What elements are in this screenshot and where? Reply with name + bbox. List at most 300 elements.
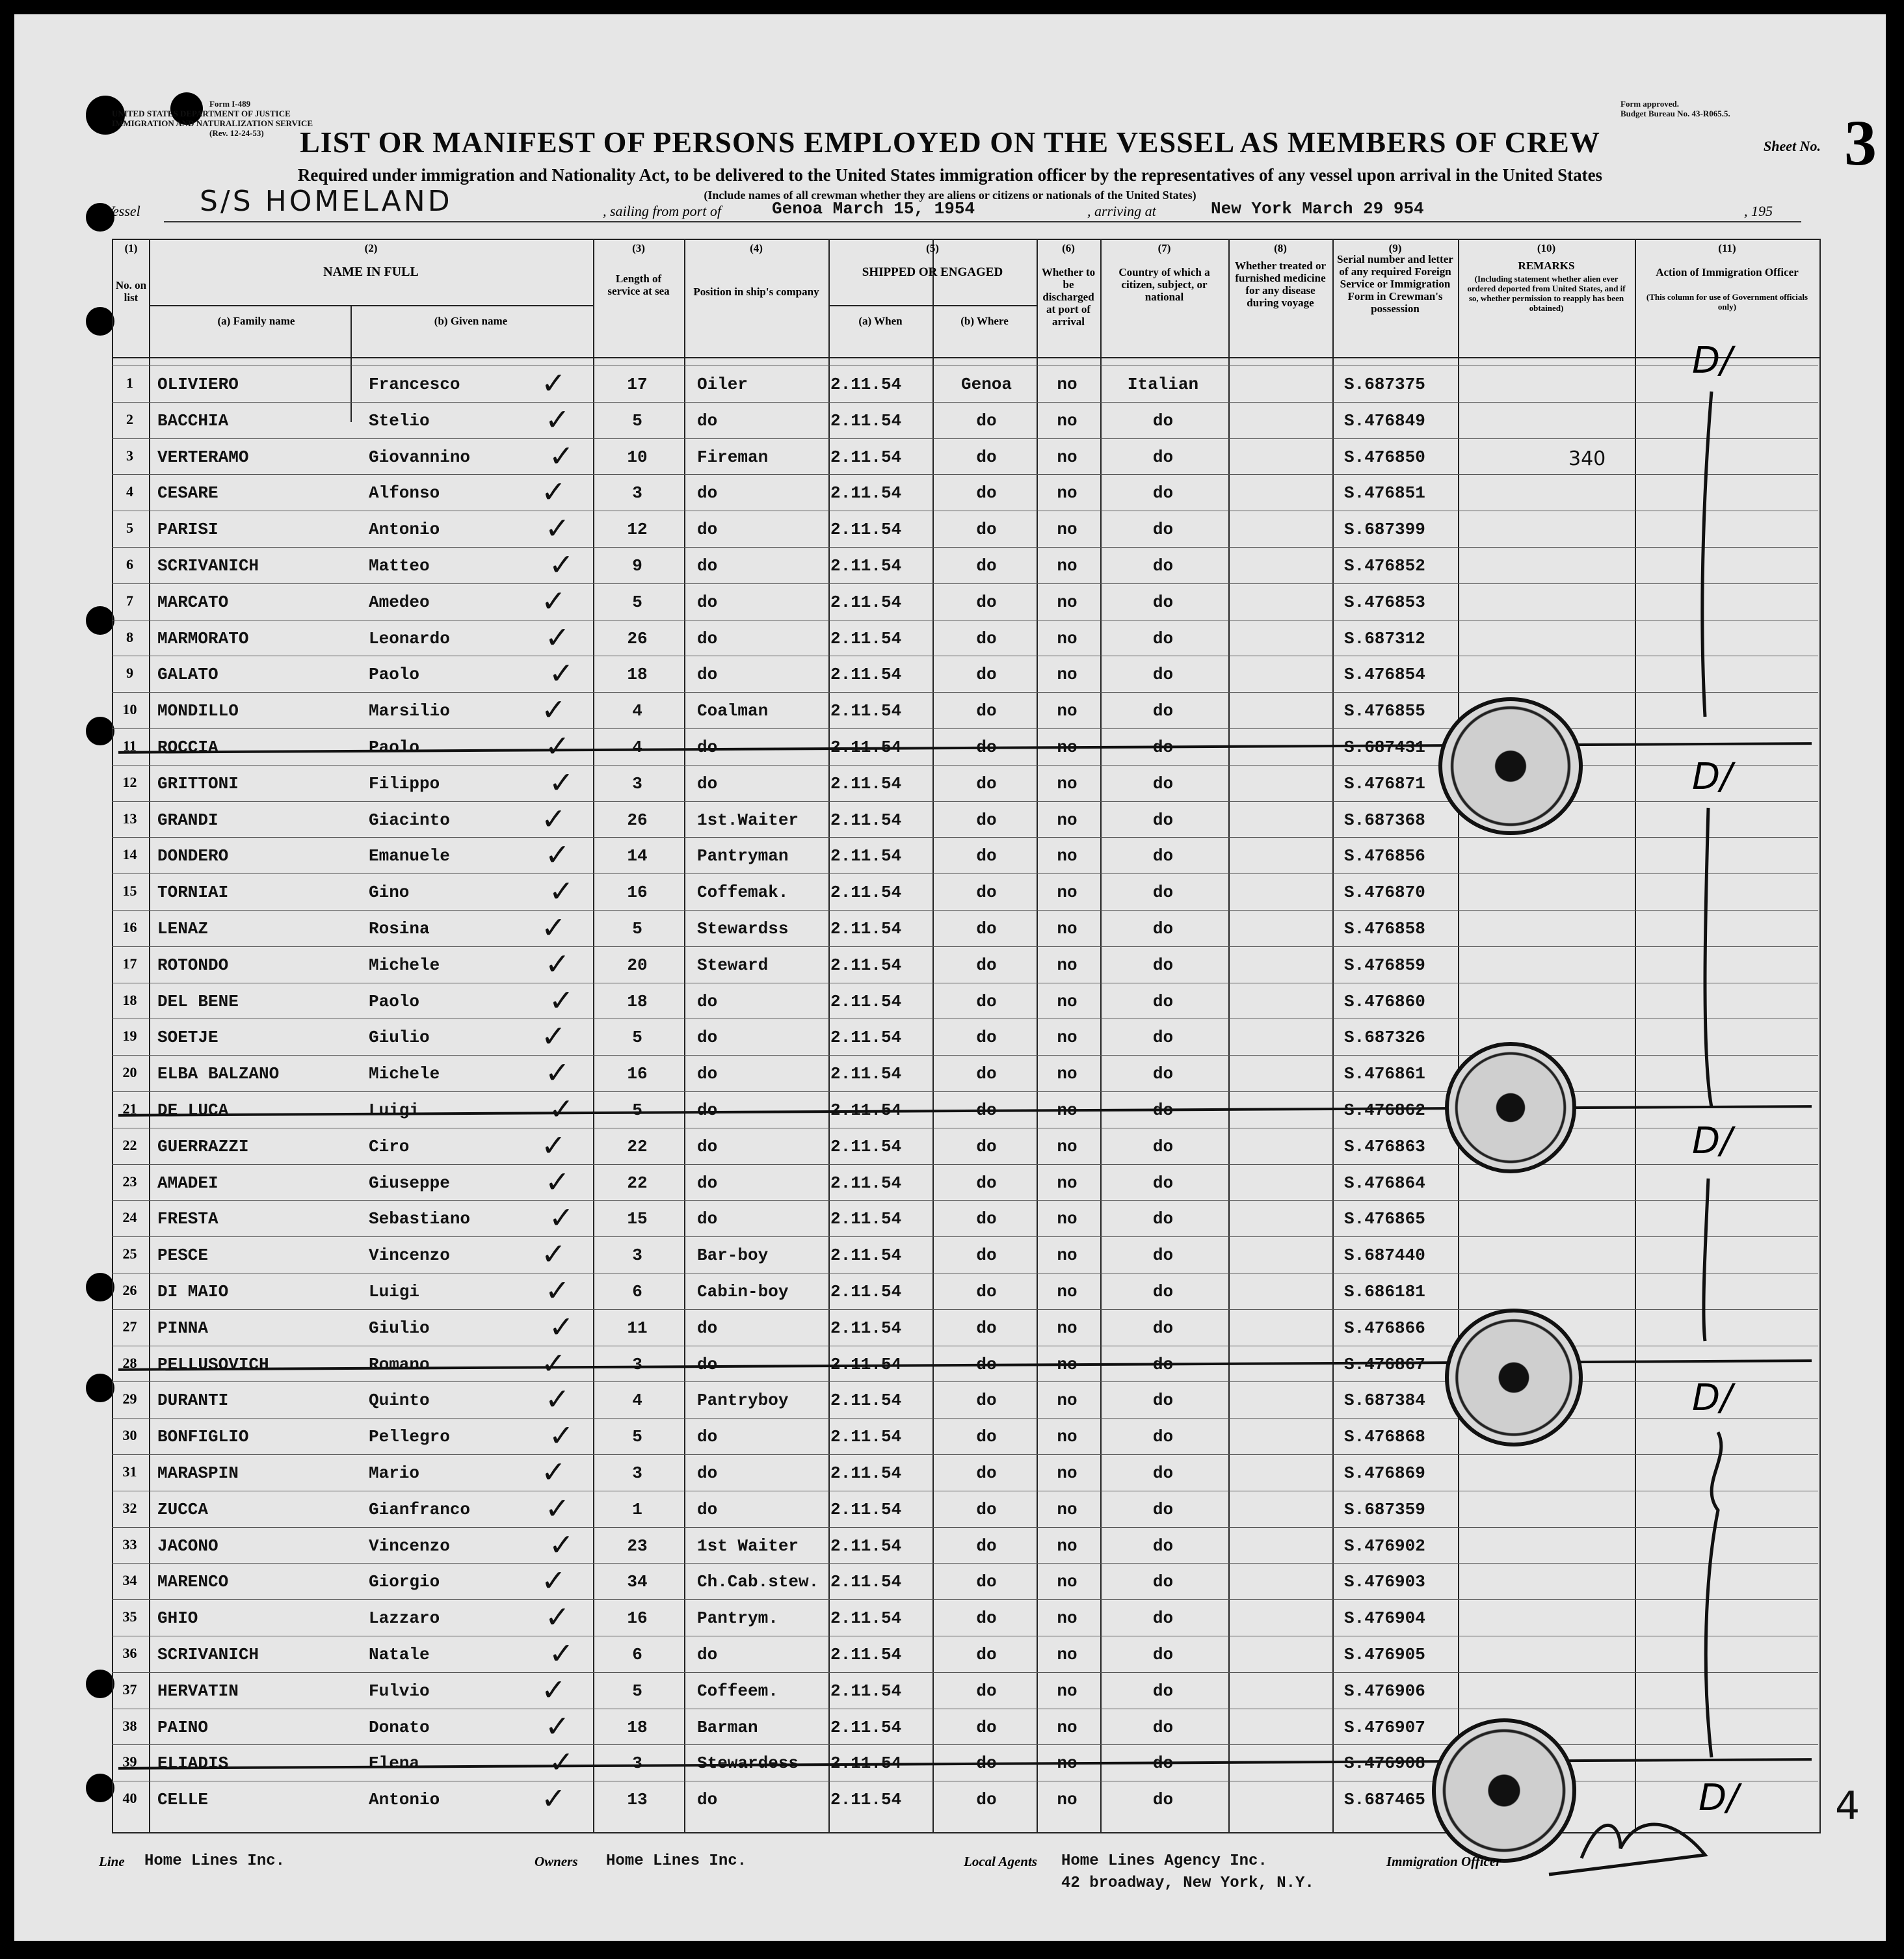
colnum-8: (8) bbox=[1274, 242, 1287, 254]
cell-position: do bbox=[697, 1499, 718, 1519]
cell-given: Gino bbox=[369, 883, 410, 903]
colnum-3: (3) bbox=[632, 242, 645, 254]
colnum-11: (11) bbox=[1718, 242, 1736, 254]
cell-serial: S.687384 bbox=[1344, 1391, 1425, 1411]
cell-family: GRANDI bbox=[157, 810, 218, 830]
head-serial: Serial number and letter of any required Foreign Service or Immigration Form in Crewman's possession bbox=[1337, 253, 1453, 315]
cell-given: Vincenzo bbox=[369, 1536, 450, 1556]
head-family-name: (a) Family name bbox=[217, 315, 295, 327]
cell-when: 2.11.54 bbox=[830, 1717, 902, 1737]
cell-serial: S.476865 bbox=[1344, 1209, 1425, 1229]
cell-country: do bbox=[1152, 1427, 1174, 1447]
cell-no: 10 bbox=[122, 701, 137, 718]
cell-given: Pellegro bbox=[369, 1427, 450, 1447]
cell-disch: no bbox=[1057, 1717, 1078, 1737]
cell-country: do bbox=[1152, 955, 1174, 975]
cell-position: do bbox=[697, 1100, 718, 1120]
cell-length: 9 bbox=[632, 556, 642, 576]
cell-serial: S.686181 bbox=[1344, 1282, 1425, 1301]
cell-family: SCRIVANICH bbox=[157, 1645, 259, 1664]
footer-agents-address: 42 broadway, New York, N.Y. bbox=[1061, 1874, 1314, 1892]
cell-no: 38 bbox=[122, 1717, 137, 1734]
cell-country: Italian bbox=[1127, 375, 1199, 394]
check-mark-icon: ✓ bbox=[545, 1490, 570, 1526]
cell-where: do bbox=[976, 1572, 997, 1592]
cell-where: do bbox=[976, 1246, 997, 1266]
cell-no: 11 bbox=[123, 738, 137, 754]
cell-no: 28 bbox=[122, 1354, 137, 1371]
cell-family: ZUCCA bbox=[157, 1499, 209, 1519]
cell-no: 18 bbox=[122, 991, 137, 1008]
cell-no: 4 bbox=[126, 483, 133, 500]
check-mark-icon: ✓ bbox=[545, 1381, 570, 1417]
cell-position: do bbox=[697, 738, 718, 757]
cell-when: 2.11.54 bbox=[830, 1282, 902, 1301]
cell-disch: no bbox=[1057, 1790, 1078, 1810]
cell-family: PAINO bbox=[157, 1717, 209, 1737]
cell-where: do bbox=[976, 1536, 997, 1556]
cell-family: FRESTA bbox=[157, 1209, 218, 1229]
check-mark-icon: ✓ bbox=[549, 1526, 574, 1562]
cell-when: 2.11.54 bbox=[830, 1391, 902, 1411]
cell-when: 2.11.54 bbox=[830, 1028, 902, 1048]
cell-disch: no bbox=[1057, 410, 1078, 431]
cell-disch: no bbox=[1057, 738, 1078, 757]
cell-disch: no bbox=[1057, 1391, 1078, 1411]
check-mark-icon: ✓ bbox=[541, 801, 566, 836]
cell-disch: no bbox=[1057, 1136, 1078, 1156]
cell-length: 5 bbox=[632, 410, 642, 431]
cell-country: do bbox=[1152, 556, 1174, 576]
cell-no: 8 bbox=[126, 628, 133, 645]
cell-no: 7 bbox=[126, 592, 133, 609]
cell-given: Ciro bbox=[369, 1136, 410, 1156]
head-action-note: (This column for use of Government officials only) bbox=[1646, 292, 1808, 312]
check-mark-icon: ✓ bbox=[541, 583, 566, 619]
cell-position: do bbox=[697, 1136, 718, 1156]
check-mark-icon: ✓ bbox=[545, 1055, 570, 1091]
cell-disch: no bbox=[1057, 955, 1078, 975]
cell-disch: no bbox=[1057, 846, 1078, 866]
cell-serial: S.687399 bbox=[1344, 520, 1425, 540]
cell-position: do bbox=[697, 1463, 718, 1483]
cell-no: 17 bbox=[122, 955, 137, 972]
check-mark-icon: ✓ bbox=[541, 1454, 566, 1489]
cell-where: do bbox=[976, 1354, 997, 1374]
cell-family: CESARE bbox=[157, 483, 218, 503]
cell-when: 2.11.54 bbox=[830, 1209, 902, 1229]
cell-family: ELIADIS bbox=[157, 1753, 229, 1774]
cell-given: Romano bbox=[369, 1354, 430, 1374]
head-no-on-list: No. on list bbox=[115, 279, 147, 304]
cell-when: 2.11.54 bbox=[830, 1499, 902, 1519]
cell-serial: S.476869 bbox=[1344, 1463, 1425, 1483]
cell-family: LENAZ bbox=[157, 919, 209, 939]
cell-when: 2.11.54 bbox=[830, 1790, 902, 1810]
cell-given: Antonio bbox=[369, 1790, 440, 1810]
check-mark-icon: ✓ bbox=[545, 837, 570, 873]
cell-when: 2.11.54 bbox=[830, 1173, 902, 1193]
cell-disch: no bbox=[1057, 1100, 1078, 1120]
page-subtitle: Required under immigration and Nationality Act, to be delivered to the United States immigration officer by the representatives of any vessel upon arrival in the United States bbox=[297, 165, 1603, 185]
cell-no: 24 bbox=[122, 1209, 137, 1226]
cell-disch: no bbox=[1057, 1173, 1078, 1193]
cell-when: 2.11.54 bbox=[830, 883, 902, 903]
cell-given: Fulvio bbox=[369, 1681, 430, 1701]
cell-no: 35 bbox=[122, 1608, 137, 1625]
cell-where: do bbox=[976, 1028, 997, 1048]
cell-family: CELLE bbox=[157, 1790, 209, 1810]
cell-country: do bbox=[1152, 1136, 1174, 1156]
cell-serial: S.476858 bbox=[1344, 919, 1425, 939]
cell-position: do bbox=[697, 1318, 718, 1338]
check-mark-icon: ✓ bbox=[549, 1418, 574, 1454]
footer-line-value: Home Lines Inc. bbox=[144, 1852, 285, 1870]
cell-serial: S.476902 bbox=[1344, 1536, 1425, 1556]
vessel-label: Vessel bbox=[105, 203, 140, 219]
cell-disch: no bbox=[1057, 883, 1078, 903]
cell-family: DONDERO bbox=[157, 846, 229, 866]
cell-length: 22 bbox=[627, 1173, 648, 1193]
cell-serial: S.476863 bbox=[1344, 1136, 1425, 1156]
cell-length: 12 bbox=[627, 520, 648, 540]
action-mark: D/ bbox=[1692, 1377, 1732, 1419]
cell-length: 3 bbox=[632, 1753, 642, 1774]
cell-given: Michele bbox=[369, 1064, 440, 1084]
check-mark-icon: ✓ bbox=[549, 1091, 574, 1126]
colnum-10: (10) bbox=[1537, 242, 1556, 254]
cell-disch: no bbox=[1057, 1318, 1078, 1338]
cell-where: do bbox=[976, 883, 997, 903]
sailing-label: , sailing from port of bbox=[603, 203, 721, 219]
cell-where: do bbox=[976, 773, 997, 793]
cell-position: Pantryboy bbox=[697, 1391, 789, 1411]
cell-when: 2.11.54 bbox=[830, 628, 902, 648]
cell-disch: no bbox=[1057, 1354, 1078, 1374]
cell-serial: S.476853 bbox=[1344, 592, 1425, 612]
form-number: Form I-489 bbox=[209, 99, 251, 109]
cell-country: do bbox=[1152, 1100, 1174, 1120]
cell-position: do bbox=[697, 1645, 718, 1664]
cell-where: do bbox=[976, 1645, 997, 1664]
agency-name: UNITED STATES DEPARTMENT OF JUSTICE bbox=[112, 109, 291, 118]
cell-serial: S.687375 bbox=[1344, 375, 1425, 394]
cell-serial: S.476905 bbox=[1344, 1645, 1425, 1664]
cell-length: 6 bbox=[632, 1645, 642, 1664]
form-approved: Form approved. bbox=[1620, 99, 1680, 109]
cell-given: Mario bbox=[369, 1463, 420, 1483]
cell-position: do bbox=[697, 1173, 718, 1193]
cell-length: 5 bbox=[632, 1681, 642, 1701]
cell-family: MARMORATO bbox=[157, 628, 249, 648]
cell-family: SCRIVANICH bbox=[157, 556, 259, 576]
cell-given: Michele bbox=[369, 955, 440, 975]
cell-no: 26 bbox=[122, 1282, 137, 1298]
cell-position: do bbox=[697, 520, 718, 540]
check-mark-icon: ✓ bbox=[545, 728, 570, 764]
cell-disch: no bbox=[1057, 520, 1078, 540]
cell-country: do bbox=[1152, 483, 1174, 503]
cell-position: Stewardss bbox=[697, 919, 789, 939]
cell-position: do bbox=[697, 592, 718, 612]
cell-family: OLIVIERO bbox=[157, 375, 239, 394]
cell-position: Pantrym. bbox=[697, 1608, 778, 1629]
cell-disch: no bbox=[1057, 991, 1078, 1011]
cell-disch: no bbox=[1057, 1427, 1078, 1447]
cell-given: Giuseppe bbox=[369, 1173, 450, 1193]
cell-serial: S.476871 bbox=[1344, 773, 1425, 793]
cell-family: MARCATO bbox=[157, 592, 229, 612]
cell-when: 2.11.54 bbox=[830, 1645, 902, 1664]
check-mark-icon: ✓ bbox=[545, 1708, 570, 1744]
cell-when: 2.11.54 bbox=[830, 520, 902, 540]
cell-country: do bbox=[1152, 447, 1174, 467]
cell-where: do bbox=[976, 1318, 997, 1338]
check-mark-icon: ✓ bbox=[549, 1636, 574, 1671]
check-mark-icon: ✓ bbox=[541, 1672, 566, 1707]
cell-serial: S.687326 bbox=[1344, 1028, 1425, 1048]
page-mark: 4 bbox=[1835, 1783, 1860, 1829]
cell-length: 16 bbox=[627, 883, 648, 903]
cell-when: 2.11.54 bbox=[830, 1064, 902, 1084]
cell-country: do bbox=[1152, 1246, 1174, 1266]
cell-where: do bbox=[976, 1100, 997, 1120]
cell-length: 5 bbox=[632, 1100, 642, 1120]
cell-country: do bbox=[1152, 628, 1174, 648]
arriving-label: , arriving at bbox=[1087, 203, 1156, 219]
cell-when: 2.11.54 bbox=[830, 738, 902, 757]
cell-disch: no bbox=[1057, 1246, 1078, 1266]
cell-given: Donato bbox=[369, 1717, 430, 1737]
cell-family: MARASPIN bbox=[157, 1463, 239, 1483]
cell-no: 30 bbox=[122, 1427, 137, 1444]
cell-given: Emanuele bbox=[369, 846, 450, 866]
cell-disch: no bbox=[1057, 1028, 1078, 1048]
footer-line-label: Line bbox=[99, 1854, 125, 1869]
cell-when: 2.11.54 bbox=[830, 375, 902, 394]
cell-position: do bbox=[697, 483, 718, 503]
head-position: Position in ship's company bbox=[693, 286, 819, 298]
check-mark-icon: ✓ bbox=[549, 873, 574, 909]
cell-no: 12 bbox=[122, 773, 137, 790]
cell-disch: no bbox=[1057, 1499, 1078, 1519]
check-mark-icon: ✓ bbox=[549, 547, 574, 582]
cell-where: do bbox=[976, 1173, 997, 1193]
cell-country: do bbox=[1152, 592, 1174, 612]
cell-given: Elena bbox=[369, 1753, 420, 1774]
cell-no: 1 bbox=[126, 375, 133, 391]
cell-length: 4 bbox=[632, 1391, 642, 1411]
cell-position: do bbox=[697, 1028, 718, 1048]
cell-where: do bbox=[976, 483, 997, 503]
cell-position: Bar-boy bbox=[697, 1246, 769, 1266]
cell-no: 27 bbox=[122, 1318, 137, 1335]
cell-no: 3 bbox=[126, 447, 133, 464]
check-mark-icon: ✓ bbox=[545, 946, 570, 981]
cell-serial: S.476861 bbox=[1344, 1064, 1425, 1084]
cell-serial: S.476852 bbox=[1344, 556, 1425, 576]
cell-length: 10 bbox=[627, 447, 648, 467]
cell-when: 2.11.54 bbox=[830, 955, 902, 975]
colnum-1: (1) bbox=[124, 242, 138, 254]
cell-length: 5 bbox=[632, 592, 642, 612]
cell-when: 2.11.54 bbox=[830, 810, 902, 830]
check-mark-icon: ✓ bbox=[541, 910, 566, 945]
cell-position: do bbox=[697, 1354, 718, 1374]
cell-family: GUERRAZZI bbox=[157, 1136, 249, 1156]
cell-family: DEL BENE bbox=[157, 991, 239, 1011]
head-shipped: SHIPPED OR ENGAGED bbox=[862, 265, 1003, 279]
sheet-label: Sheet No. bbox=[1764, 138, 1821, 154]
cell-disch: no bbox=[1057, 447, 1078, 467]
cell-serial: S.476906 bbox=[1344, 1681, 1425, 1701]
crew-note: (Include names of all crewman whether they are aliens or citizens or nationals of the United States) bbox=[704, 189, 1197, 202]
cell-disch: no bbox=[1057, 1536, 1078, 1556]
colnum-9: (9) bbox=[1388, 242, 1402, 254]
cell-length: 18 bbox=[627, 991, 648, 1011]
cell-when: 2.11.54 bbox=[830, 1681, 902, 1701]
cell-no: 6 bbox=[126, 556, 133, 572]
cell-country: do bbox=[1152, 810, 1174, 830]
cell-length: 15 bbox=[627, 1209, 648, 1229]
check-mark-icon: ✓ bbox=[545, 619, 570, 655]
check-mark-icon: ✓ bbox=[541, 1563, 566, 1599]
action-mark: D/ bbox=[1699, 1777, 1739, 1819]
cell-when: 2.11.54 bbox=[830, 1246, 902, 1266]
cell-position: do bbox=[697, 1790, 718, 1810]
cell-country: do bbox=[1152, 1391, 1174, 1411]
cell-position: do bbox=[697, 410, 718, 431]
cell-serial: S.476864 bbox=[1344, 1173, 1425, 1193]
cell-length: 1 bbox=[632, 1499, 642, 1519]
cell-when: 2.11.54 bbox=[830, 410, 902, 431]
cell-remarks: 340 bbox=[1568, 447, 1606, 470]
cell-serial: S.476862 bbox=[1344, 1100, 1425, 1120]
cell-disch: no bbox=[1057, 1282, 1078, 1301]
cell-position: 1st.Waiter bbox=[697, 810, 799, 830]
check-mark-icon: ✓ bbox=[541, 1127, 566, 1163]
check-mark-icon: ✓ bbox=[549, 764, 574, 800]
cell-length: 4 bbox=[632, 738, 642, 757]
cell-where: do bbox=[976, 846, 997, 866]
sheet-number: 3 bbox=[1844, 107, 1877, 179]
cell-when: 2.11.54 bbox=[830, 1427, 902, 1447]
cell-country: do bbox=[1152, 1318, 1174, 1338]
cell-where: do bbox=[976, 665, 997, 685]
cell-no: 13 bbox=[122, 810, 137, 827]
cell-country: do bbox=[1152, 1209, 1174, 1229]
cell-given: Vincenzo bbox=[369, 1246, 450, 1266]
action-mark: D/ bbox=[1692, 1120, 1732, 1162]
cell-when: 2.11.54 bbox=[830, 1100, 902, 1120]
cell-position: Ch.Cab.stew. bbox=[697, 1572, 819, 1592]
cell-serial: S.476856 bbox=[1344, 846, 1425, 866]
manifest-page bbox=[14, 14, 1886, 1941]
cell-length: 20 bbox=[627, 955, 648, 975]
head-discharged: Whether to be discharged at port of arrival bbox=[1041, 266, 1096, 328]
year-suffix: , 195 bbox=[1744, 203, 1773, 219]
cell-family: JACONO bbox=[157, 1536, 218, 1556]
cell-when: 2.11.54 bbox=[830, 1608, 902, 1629]
cell-no: 21 bbox=[122, 1100, 137, 1117]
cell-disch: no bbox=[1057, 1753, 1078, 1774]
cell-serial: S.476903 bbox=[1344, 1572, 1425, 1592]
cell-country: do bbox=[1152, 1753, 1174, 1774]
check-mark-icon: ✓ bbox=[541, 474, 566, 510]
cell-serial: S.476860 bbox=[1344, 991, 1425, 1011]
cell-length: 26 bbox=[627, 810, 648, 830]
cell-length: 3 bbox=[632, 1354, 642, 1374]
cell-given: Luigi bbox=[369, 1100, 420, 1120]
cell-given: Filippo bbox=[369, 773, 440, 793]
cell-position: Steward bbox=[697, 955, 769, 975]
cell-where: do bbox=[976, 520, 997, 540]
cell-family: DURANTI bbox=[157, 1391, 229, 1411]
cell-no: 37 bbox=[122, 1681, 137, 1698]
cell-disch: no bbox=[1057, 701, 1078, 721]
cell-no: 33 bbox=[122, 1536, 137, 1553]
cell-given: Luigi bbox=[369, 1282, 420, 1301]
head-name-in-full: NAME IN FULL bbox=[323, 265, 419, 279]
footer-agents-value: Home Lines Agency Inc. bbox=[1061, 1852, 1267, 1870]
cell-no: 36 bbox=[122, 1645, 137, 1661]
cell-length: 3 bbox=[632, 483, 642, 503]
cell-country: do bbox=[1152, 919, 1174, 939]
cell-when: 2.11.54 bbox=[830, 919, 902, 939]
cell-given: Lazzaro bbox=[369, 1608, 440, 1629]
cell-when: 2.11.54 bbox=[830, 1354, 902, 1374]
cell-country: do bbox=[1152, 1536, 1174, 1556]
cell-length: 18 bbox=[627, 1717, 648, 1737]
cell-when: 2.11.54 bbox=[830, 1536, 902, 1556]
cell-serial: S.687359 bbox=[1344, 1499, 1425, 1519]
cell-disch: no bbox=[1057, 375, 1078, 394]
colnum-7: (7) bbox=[1157, 242, 1171, 254]
cell-length: 17 bbox=[627, 375, 648, 394]
cell-where: do bbox=[976, 991, 997, 1011]
cell-position: do bbox=[697, 991, 718, 1011]
check-mark-icon: ✓ bbox=[541, 1236, 566, 1272]
check-mark-icon: ✓ bbox=[549, 1744, 574, 1780]
cell-serial: S.476867 bbox=[1344, 1354, 1425, 1374]
cell-where: do bbox=[976, 1209, 997, 1229]
cell-position: do bbox=[697, 665, 718, 685]
cell-length: 13 bbox=[627, 1790, 648, 1810]
head-given-name: (b) Given name bbox=[434, 315, 508, 327]
cell-no: 39 bbox=[122, 1753, 137, 1770]
cell-position: 1st Waiter bbox=[697, 1536, 799, 1556]
cell-serial: S.476870 bbox=[1344, 883, 1425, 903]
cell-when: 2.11.54 bbox=[830, 1463, 902, 1483]
action-mark: D/ bbox=[1692, 756, 1732, 798]
cell-when: 2.11.54 bbox=[830, 592, 902, 612]
cell-when: 2.11.54 bbox=[830, 665, 902, 685]
check-mark-icon: ✓ bbox=[541, 1781, 566, 1817]
cell-family: SOETJE bbox=[157, 1028, 218, 1048]
cell-disch: no bbox=[1057, 1681, 1078, 1701]
cell-family: VERTERAMO bbox=[157, 447, 249, 467]
cell-given: Matteo bbox=[369, 556, 430, 576]
cell-country: do bbox=[1152, 520, 1174, 540]
cell-where: do bbox=[976, 919, 997, 939]
cell-family: DI MAIO bbox=[157, 1282, 229, 1301]
page-title: LIST OR MANIFEST OF PERSONS EMPLOYED ON THE VESSEL AS MEMBERS OF CREW bbox=[300, 126, 1600, 159]
cell-position: Barman bbox=[697, 1717, 758, 1737]
cell-disch: no bbox=[1057, 1645, 1078, 1664]
cell-country: do bbox=[1152, 701, 1174, 721]
head-medicine: Whether treated or furnished medicine for any disease during voyage bbox=[1234, 260, 1327, 309]
head-when: (a) When bbox=[858, 315, 903, 327]
